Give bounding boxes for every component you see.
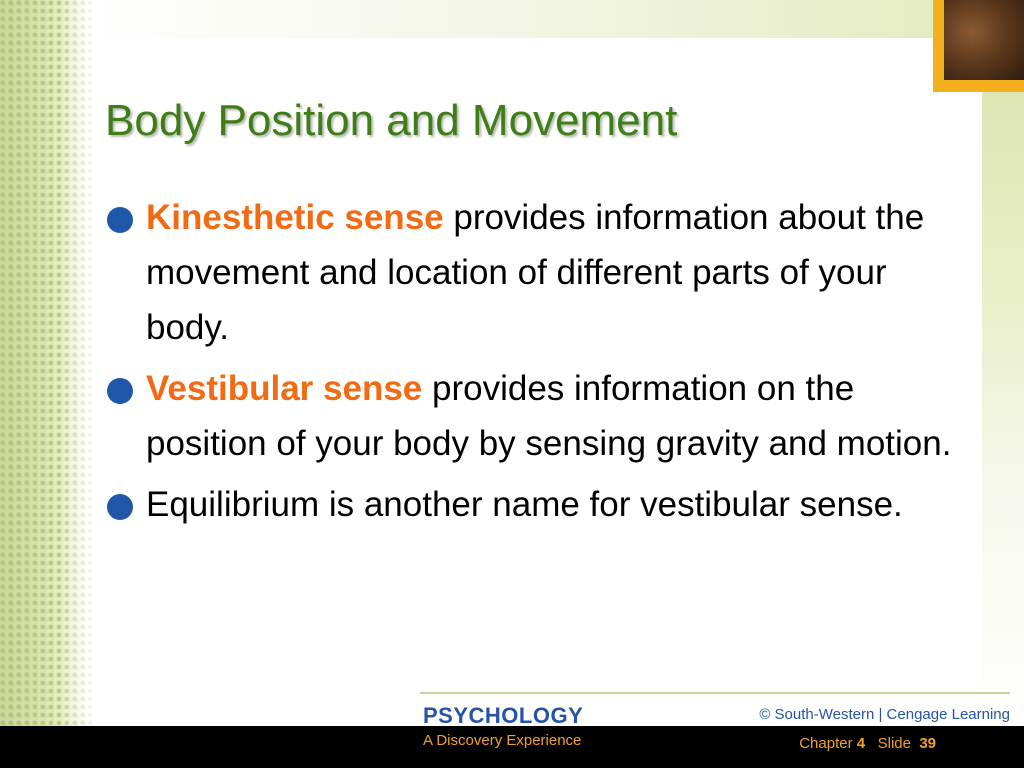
bullet-dot-icon: [107, 207, 133, 233]
footer-divider: [420, 692, 1010, 694]
bullet-dot-icon: [107, 378, 133, 404]
bullet-term: Kinesthetic sense: [146, 198, 444, 237]
slide-info: [799, 735, 936, 752]
right-decorative-band: [982, 38, 1024, 726]
brand-subtitle: A Discovery Experience: [423, 732, 582, 749]
slide-label: Slide: [877, 735, 911, 752]
chapter-number: 4: [856, 735, 866, 752]
left-band-fade: [60, 0, 100, 726]
bullet-item: [104, 361, 964, 471]
bullet-text: provides information on the position of your body by sensing gravity and motion.: [146, 369, 952, 463]
slide-number: 39: [919, 735, 936, 752]
chapter-label: Chapter: [799, 735, 853, 752]
bullet-item: [104, 190, 964, 355]
bullet-text: provides information about the movement and location of different parts of your body.: [146, 198, 925, 347]
slide-title: Body Position and Movement: [105, 96, 678, 145]
bullet-list: [104, 190, 964, 538]
corner-photo: [944, 0, 1024, 80]
brand-title: PSYCHOLOGY: [423, 703, 584, 728]
bullet-text: Equilibrium is another name for vestibular sense.: [146, 485, 903, 524]
top-decorative-strip: [92, 0, 1024, 38]
copyright-text: © South-Western | Cengage Learning: [759, 706, 1010, 723]
bullet-item: [104, 477, 964, 532]
bullet-term: Vestibular sense: [146, 369, 423, 408]
bullet-dot-icon: [107, 494, 133, 520]
